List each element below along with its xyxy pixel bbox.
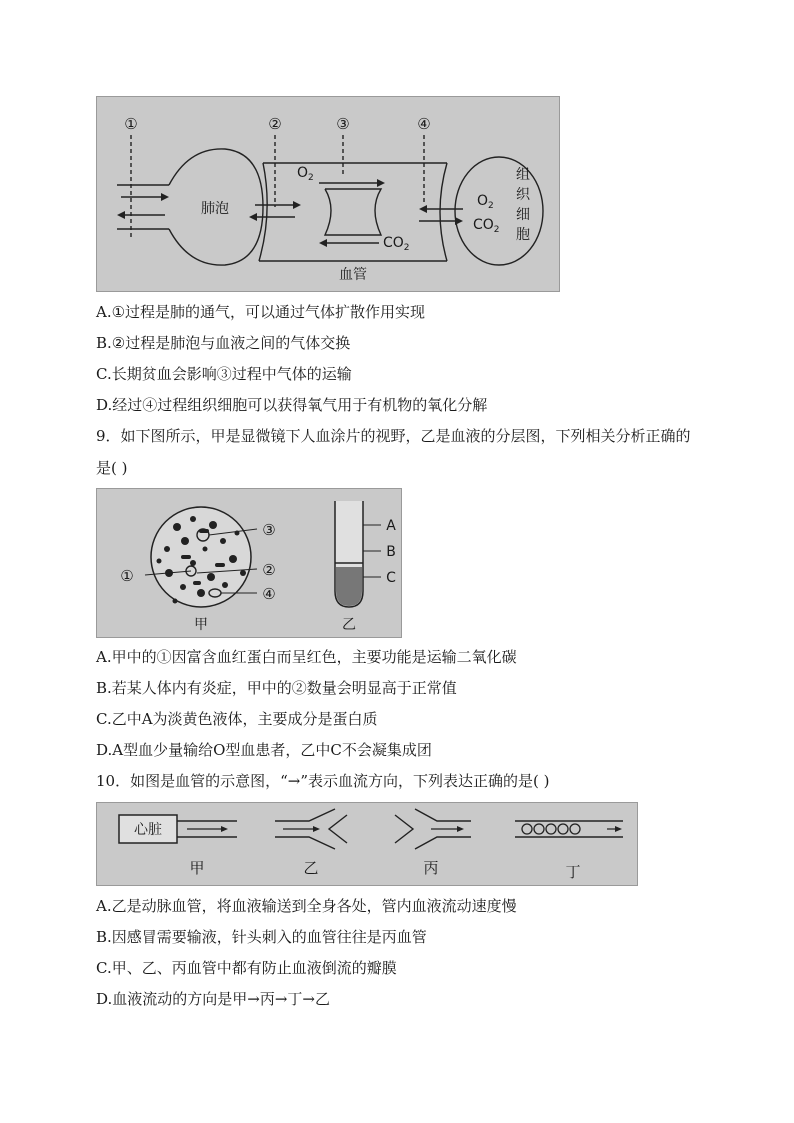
q9-option-c: C.乙中A为淡黄色液体，主要成分是蛋白质 xyxy=(96,710,378,728)
vessels-diagram xyxy=(97,803,637,885)
smear-marker-4: ④ xyxy=(262,585,276,603)
vessel-jia-label: 甲 xyxy=(189,859,205,877)
q10-option-d: D.血液流动的方向是甲→丙→丁→乙 xyxy=(96,990,330,1008)
q9-option-a: A.甲中的①因富含血红蛋白而呈红色，主要功能是运输二氧化碳 xyxy=(96,648,517,666)
marker-3: ③ xyxy=(336,115,350,133)
q9-option-b: B.若某人体内有炎症，甲中的②数量会明显高于正常值 xyxy=(96,679,457,697)
layer-c-label: C xyxy=(386,570,396,586)
q10-option-c: C.甲、乙、丙血管中都有防止血液倒流的瓣膜 xyxy=(96,959,397,977)
q8-option-a: A.①过程是肺的通气，可以通过气体扩散作用实现 xyxy=(96,303,426,321)
smear-marker-3: ③ xyxy=(262,521,276,539)
q8-option-b: B.②过程是肺泡与血液之间的气体交换 xyxy=(96,334,351,352)
gas-exchange-diagram xyxy=(97,97,559,291)
q9-option-d: D.A型血少量输给O型血患者，乙中C不会凝集成团 xyxy=(96,741,432,759)
yi-label: 乙 xyxy=(342,617,356,633)
smear-marker-1: ① xyxy=(120,567,134,585)
vessel-yi-label: 乙 xyxy=(303,859,319,877)
smear-marker-2: ② xyxy=(262,561,276,579)
cell-label-char-3: 细 xyxy=(516,207,530,223)
q8-option-d: D.经过④过程组织细胞可以获得氧气用于有机物的氧化分解 xyxy=(96,396,488,414)
cell-o2-label: $O_2$ xyxy=(477,193,494,211)
layer-a-label: A xyxy=(386,518,396,534)
q10-option-a: A.乙是动脉血管，将血液输送到全身各处，管内血液流动速度慢 xyxy=(96,897,517,915)
figure-gas-exchange xyxy=(96,96,560,292)
cell-label-char-2: 织 xyxy=(516,187,530,203)
heart-label: 心脏 xyxy=(134,822,162,838)
marker-2: ② xyxy=(268,115,282,133)
q9-stem: 9．如下图所示，甲是显微镜下人血涂片的视野，乙是血液的分层图，下列相关分析正确的是( ) xyxy=(96,427,691,477)
q10-option-b: B.因感冒需要输液，针头刺入的血管往往是丙血管 xyxy=(96,928,427,946)
layer-b-label: B xyxy=(386,544,396,560)
blood-diagram xyxy=(97,489,401,637)
vessel-ding-label: 丁 xyxy=(565,863,581,881)
cell-co2-label: $CO_2$ xyxy=(473,217,500,235)
vessel-o2-label: $O_2$ xyxy=(297,165,314,183)
cell-label-char-4: 胞 xyxy=(516,227,530,243)
vessel-co2-label: $CO_2$ xyxy=(383,235,410,253)
q8-option-c: C.长期贫血会影响③过程中气体的运输 xyxy=(96,365,352,383)
vessel-bing-label: 丙 xyxy=(423,859,439,877)
figure-vessels xyxy=(96,802,638,886)
alveolus-label: 肺泡 xyxy=(201,201,229,217)
marker-1: ① xyxy=(124,115,138,133)
cell-label-char-1: 组 xyxy=(516,167,530,183)
marker-4: ④ xyxy=(417,115,431,133)
jia-label: 甲 xyxy=(194,617,208,633)
figure-blood xyxy=(96,488,402,638)
vessel-label: 血管 xyxy=(339,267,367,283)
q10-stem: 10．如图是血管的示意图，“→”表示血流方向，下列表达正确的是( ) xyxy=(96,772,550,790)
